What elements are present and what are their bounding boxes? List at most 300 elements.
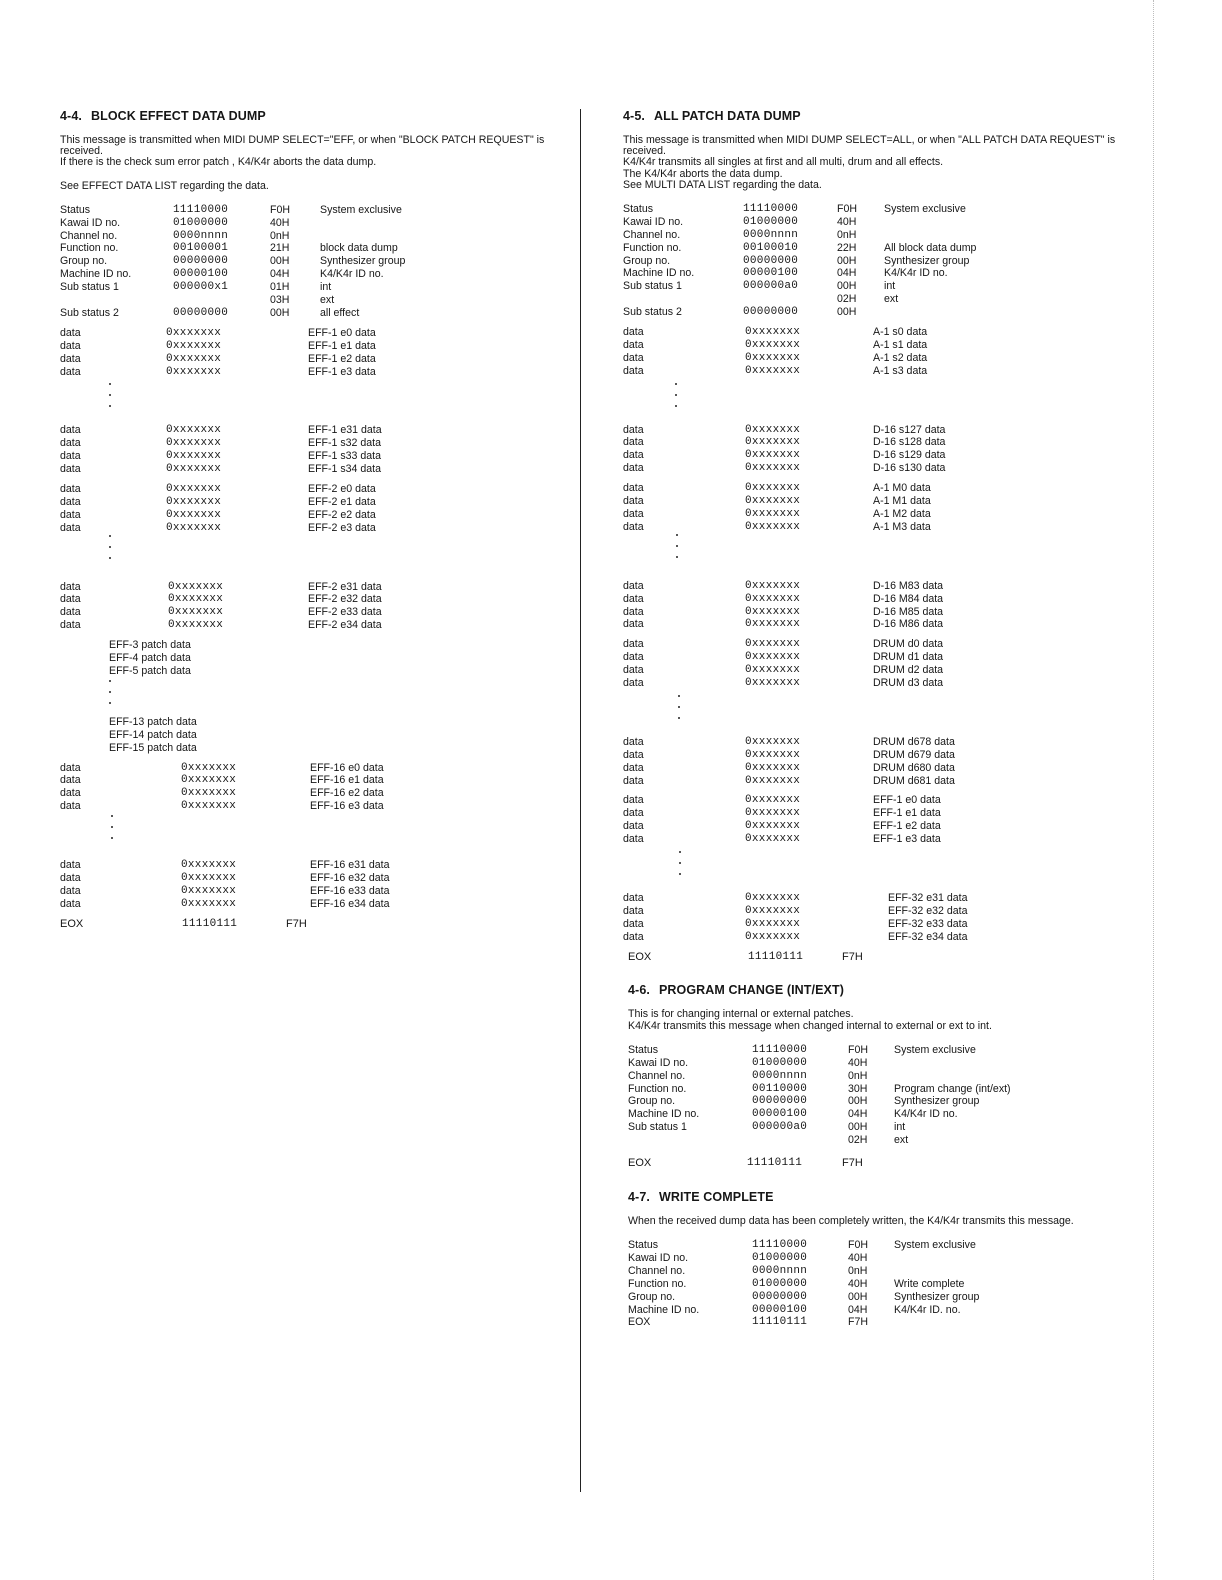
field-name: Kawai ID no. (628, 1251, 689, 1264)
field-name: data (623, 917, 644, 930)
description: Synthesizer group (894, 1095, 980, 1108)
binary-value: 0xxxxxxx (745, 605, 801, 618)
binary-value: 000000a0 (752, 1121, 808, 1134)
binary-value: 0xxxxxxx (745, 520, 801, 533)
table-row (60, 307, 560, 320)
patch-data-item: EFF-15 patch data (109, 741, 197, 754)
binary-value: 0xxxxxxx (745, 676, 801, 689)
field-name: data (60, 437, 81, 450)
hex-value: 40H (848, 1056, 868, 1069)
field-name: data (60, 606, 81, 619)
table-row (60, 217, 560, 230)
field-name: data (60, 521, 81, 534)
binary-value: 0xxxxxxx (745, 820, 801, 833)
data-row (60, 619, 560, 632)
data-row (623, 794, 1128, 807)
field-name: Channel no. (628, 1069, 686, 1082)
description: System exclusive (884, 203, 966, 216)
field-name: data (623, 338, 644, 351)
hex-value: 00H (837, 254, 857, 267)
description: Synthesizer group (884, 254, 970, 267)
binary-value: 0xxxxxxx (745, 482, 801, 495)
field-name: data (60, 897, 81, 910)
description: EFF-1 e2 data (308, 352, 376, 365)
field-name: Status (623, 203, 654, 216)
field-name: data (60, 326, 81, 339)
description: EFF-1 s34 data (308, 463, 382, 476)
intro-text: If there is the check sum error patch , K4/K4r aborts the data dump. (60, 156, 377, 169)
section-block-effect-data-dump (60, 109, 560, 931)
description: EFF-32 e32 data (888, 904, 968, 917)
description: EFF-1 e2 data (873, 820, 941, 833)
description: System exclusive (894, 1239, 976, 1252)
hex-value: 00H (848, 1121, 868, 1134)
patch-data-list (109, 716, 560, 755)
description: int (894, 1121, 906, 1134)
binary-value: 0xxxxxxx (745, 423, 801, 436)
data-row (623, 651, 1128, 664)
data-row (60, 859, 560, 872)
binary-value: 0xxxxxxx (181, 787, 237, 800)
hex-value: 00H (837, 306, 857, 319)
description: int (884, 280, 896, 293)
description: Synthesizer group (894, 1290, 980, 1303)
description: int (320, 281, 332, 294)
binary-value: 0xxxxxxx (745, 364, 801, 377)
description: EFF-16 e33 data (310, 884, 390, 897)
binary-value: 0xxxxxxx (166, 352, 222, 365)
field-name: Sub status 1 (623, 280, 682, 293)
binary-value: 0000nnnn (752, 1264, 808, 1277)
binary-value: 0xxxxxxx (745, 651, 801, 664)
data-row (623, 664, 1128, 677)
binary-value: 0xxxxxxx (168, 593, 224, 606)
intro-text: This message is transmitted when MIDI DUMP SELECT="EFF, or when "BLOCK PATCH REQUEST" is received. (60, 134, 545, 158)
description: D-16 M83 data (873, 579, 944, 592)
field-name: data (623, 774, 644, 787)
field-name: data (60, 593, 81, 606)
description: D-16 s128 data (873, 436, 946, 449)
data-row (623, 365, 1128, 378)
field-name: Channel no. (60, 229, 118, 242)
binary-value: 0xxxxxxx (745, 833, 801, 846)
eox-row: EOX 11110111 F7H (628, 1156, 863, 1169)
field-name: Group no. (623, 254, 671, 267)
data-row (623, 436, 1128, 449)
hex-value: 00H (270, 306, 290, 319)
table-row (628, 1291, 1128, 1304)
field-name: Kawai ID no. (623, 215, 684, 228)
table-row (60, 294, 560, 307)
field-name: data (623, 351, 644, 364)
data-row (60, 593, 560, 606)
field-name: data (60, 450, 81, 463)
data-row (60, 885, 560, 898)
field-name: data (623, 462, 644, 475)
description: EFF-16 e32 data (310, 871, 390, 884)
data-row (60, 787, 560, 800)
description: EFF-1 e3 data (308, 365, 376, 378)
section-heading: 4-4. BLOCK EFFECT DATA DUMP (60, 109, 266, 123)
data-group (60, 762, 560, 814)
table-row (628, 1070, 1128, 1083)
data-row (623, 833, 1128, 846)
hex-value: 40H (848, 1251, 868, 1264)
hex-value: 04H (848, 1108, 868, 1121)
description: EFF-16 e1 data (310, 774, 384, 787)
binary-value: 0xxxxxxx (166, 339, 222, 352)
data-row (60, 353, 560, 366)
field-name: data (60, 800, 81, 813)
description: D-16 s129 data (873, 449, 946, 462)
binary-value: 00110000 (752, 1082, 808, 1095)
description: EFF-32 e34 data (888, 930, 968, 943)
binary-value: 0xxxxxxx (181, 897, 237, 910)
binary-value: 0xxxxxxx (181, 774, 237, 787)
description: System exclusive (894, 1043, 976, 1056)
description: EFF-2 e34 data (308, 619, 382, 632)
field-name: Sub status 1 (60, 281, 119, 294)
ellipsis-dots (60, 678, 560, 716)
description: K4/K4r ID. no. (894, 1303, 961, 1316)
description: All block data dump (884, 241, 977, 254)
binary-value: 0xxxxxxx (166, 437, 222, 450)
field-name: data (60, 619, 81, 632)
data-row (623, 462, 1128, 475)
description: A-1 s2 data (873, 351, 928, 364)
hex-value: 40H (837, 215, 857, 228)
section-heading: 4-7. WRITE COMPLETE (628, 1189, 774, 1204)
table-row (628, 1121, 1128, 1134)
binary-value: 0xxxxxxx (745, 774, 801, 787)
data-row (623, 424, 1128, 437)
data-group (623, 638, 1128, 690)
binary-value: 01000000 (173, 216, 229, 229)
ellipsis-dots (623, 534, 1128, 580)
field-name: data (623, 449, 644, 462)
intro-text: This is for changing internal or external patches. (628, 1008, 854, 1021)
field-name: data (623, 930, 644, 943)
field-name: data (623, 423, 644, 436)
description: ext (884, 293, 899, 306)
description: EFF-2 e2 data (308, 508, 376, 521)
data-row (60, 340, 560, 353)
field-name: data (623, 579, 644, 592)
table-row (60, 230, 560, 243)
table-row (623, 242, 1128, 255)
data-row (60, 509, 560, 522)
description: Synthesizer group (320, 255, 406, 268)
binary-value: 0xxxxxxx (181, 761, 237, 774)
table-row (60, 255, 560, 268)
description: EFF-16 e3 data (310, 800, 384, 813)
description: D-16 s130 data (873, 462, 946, 475)
description: DRUM d3 data (873, 676, 944, 689)
field-name: data (623, 364, 644, 377)
binary-value: 0xxxxxxx (745, 592, 801, 605)
hex-value: 04H (270, 268, 290, 281)
data-group (623, 892, 1128, 944)
patch-data-item: EFF-13 patch data (109, 715, 197, 728)
data-row (623, 762, 1128, 775)
data-row (60, 483, 560, 496)
binary-value: 0000nnnn (752, 1069, 808, 1082)
hex-value: 40H (270, 216, 290, 229)
field-name: data (623, 807, 644, 820)
binary-value: 0xxxxxxx (168, 619, 224, 632)
binary-value: 0xxxxxxx (745, 807, 801, 820)
binary-value: 0xxxxxxx (745, 436, 801, 449)
data-group (623, 736, 1128, 788)
binary-value: 0xxxxxxx (745, 507, 801, 520)
hex-value: 0nH (848, 1069, 868, 1082)
hex-value: 02H (837, 293, 857, 306)
data-row (623, 606, 1128, 619)
field-name: data (60, 482, 81, 495)
section-write-complete (628, 1190, 1128, 1329)
binary-value: 00100001 (173, 242, 229, 255)
patch-data-item: EFF-3 patch data (109, 639, 191, 652)
data-group (623, 424, 1128, 476)
description: System exclusive (320, 203, 402, 216)
data-row (623, 580, 1128, 593)
binary-value: 0xxxxxxx (745, 338, 801, 351)
data-row (623, 931, 1128, 944)
description: EFF-1 e0 data (873, 794, 941, 807)
data-group (623, 482, 1128, 534)
description: EFF-1 s32 data (308, 437, 382, 450)
binary-value: 00000100 (752, 1108, 808, 1121)
field-name: Channel no. (628, 1264, 686, 1277)
binary-value: 01000000 (743, 215, 799, 228)
table-row (628, 1278, 1128, 1291)
hex-value: 22H (837, 241, 857, 254)
data-row (60, 581, 560, 594)
intro-text: K4/K4r transmits this message when changed internal to external or ext to int. (628, 1019, 992, 1032)
binary-value: 00000000 (752, 1290, 808, 1303)
description: DRUM d678 data (873, 735, 955, 748)
description: EFF-2 e0 data (308, 482, 376, 495)
data-group (60, 327, 560, 379)
field-name: data (623, 891, 644, 904)
hex-value: 02H (848, 1134, 868, 1147)
data-row (60, 774, 560, 787)
data-group (60, 581, 560, 633)
data-row (623, 905, 1128, 918)
description: A-1 s3 data (873, 364, 928, 377)
hex-value: 30H (848, 1082, 868, 1095)
field-name: data (60, 424, 81, 437)
binary-value: 0xxxxxxx (745, 495, 801, 508)
hex-value: F0H (837, 203, 858, 216)
binary-value: 0xxxxxxx (166, 463, 222, 476)
field-name: Machine ID no. (628, 1108, 700, 1121)
table-row (628, 1239, 1128, 1252)
table-row (623, 306, 1128, 319)
data-row (623, 352, 1128, 365)
table-row (628, 1108, 1128, 1121)
field-name: data (623, 592, 644, 605)
field-name: data (623, 605, 644, 618)
binary-value: 0xxxxxxx (181, 884, 237, 897)
table-row (623, 229, 1128, 242)
description: A-1 s1 data (873, 338, 928, 351)
table-row (628, 1265, 1128, 1278)
description: EFF-2 e1 data (308, 495, 376, 508)
hex-value: 00H (270, 255, 290, 268)
data-row (60, 450, 560, 463)
binary-value: 0xxxxxxx (745, 794, 801, 807)
data-row (60, 496, 560, 509)
hex-value: F0H (848, 1043, 869, 1056)
description: block data dump (320, 242, 398, 255)
data-row (623, 326, 1128, 339)
field-name: Status (60, 203, 91, 216)
patch-data-item: EFF-14 patch data (109, 728, 197, 741)
binary-value: 0xxxxxxx (166, 450, 222, 463)
ellipsis-dots (60, 378, 560, 424)
binary-value: 0xxxxxxx (745, 748, 801, 761)
data-row (60, 606, 560, 619)
field-name: Machine ID no. (623, 267, 695, 280)
field-name: data (60, 774, 81, 787)
table-row (60, 281, 560, 294)
field-name: Status (628, 1239, 659, 1252)
data-row (60, 366, 560, 379)
field-name: data (623, 833, 644, 846)
hex-value: 0nH (270, 229, 290, 242)
table-row (628, 1316, 1128, 1329)
description: A-1 M3 data (873, 520, 931, 533)
description: D-16 M86 data (873, 618, 944, 631)
binary-value: 00000000 (743, 254, 799, 267)
data-row (623, 618, 1128, 631)
data-group (60, 483, 560, 535)
hex-value: 40H (848, 1277, 868, 1290)
field-name: data (623, 664, 644, 677)
binary-value: 0xxxxxxx (168, 606, 224, 619)
data-row (623, 918, 1128, 931)
binary-value: 0xxxxxxx (745, 930, 801, 943)
field-name: data (623, 482, 644, 495)
binary-value: 000000x1 (173, 281, 229, 294)
data-group (623, 794, 1128, 846)
binary-value: 01000000 (752, 1056, 808, 1069)
field-name: data (60, 352, 81, 365)
field-name: Group no. (628, 1290, 676, 1303)
description: K4/K4r ID no. (884, 267, 948, 280)
data-group (60, 424, 560, 476)
field-name: data (623, 651, 644, 664)
table-row (60, 242, 560, 255)
binary-value: 0xxxxxxx (745, 904, 801, 917)
binary-value: 0xxxxxxx (745, 326, 801, 339)
description: EFF-2 e31 data (308, 580, 382, 593)
data-row (623, 482, 1128, 495)
field-name: Machine ID no. (60, 268, 132, 281)
binary-value: 00000100 (743, 267, 799, 280)
message-header-table (60, 204, 560, 320)
field-name: data (623, 326, 644, 339)
description: EFF-1 e0 data (308, 326, 376, 339)
data-row (623, 638, 1128, 651)
binary-value: 01000000 (752, 1251, 808, 1264)
data-group (60, 859, 560, 911)
eox-row: EOX 11110111 F7H (60, 917, 307, 930)
field-name: data (60, 365, 81, 378)
data-group (623, 580, 1128, 632)
message-table (628, 1239, 1128, 1329)
description: D-16 M85 data (873, 605, 944, 618)
field-name: Kawai ID no. (628, 1056, 689, 1069)
hex-value: 21H (270, 242, 290, 255)
binary-value: 0xxxxxxx (745, 638, 801, 651)
binary-value: 00000000 (743, 306, 799, 319)
ellipsis-dots (623, 378, 1128, 424)
binary-value: 0xxxxxxx (166, 495, 222, 508)
field-name: Sub status 2 (623, 306, 682, 319)
field-name: data (623, 748, 644, 761)
field-name: Machine ID no. (628, 1303, 700, 1316)
field-name: data (623, 638, 644, 651)
binary-value: 0xxxxxxx (745, 618, 801, 631)
field-name: Kawai ID no. (60, 216, 121, 229)
description: EFF-1 e31 data (308, 424, 382, 437)
table-row (628, 1044, 1128, 1057)
hex-value: 0nH (848, 1264, 868, 1277)
description: EFF-2 e33 data (308, 606, 382, 619)
field-name: data (60, 859, 81, 872)
binary-value: 01000000 (752, 1277, 808, 1290)
description: A-1 M0 data (873, 482, 931, 495)
data-row (60, 437, 560, 450)
data-row (623, 521, 1128, 534)
data-row (60, 522, 560, 535)
hex-value: 03H (270, 294, 290, 307)
hex-value: F0H (848, 1239, 869, 1252)
hex-value: 0nH (837, 228, 857, 241)
section-heading: 4-5. ALL PATCH DATA DUMP (623, 109, 801, 123)
field-name: Group no. (60, 255, 108, 268)
field-name: data (60, 787, 81, 800)
binary-value: 0xxxxxxx (181, 800, 237, 813)
description: DRUM d680 data (873, 761, 955, 774)
see-reference: See EFFECT DATA LIST regarding the data. (60, 179, 269, 192)
field-name: data (623, 820, 644, 833)
binary-value: 11110000 (173, 203, 229, 216)
ellipsis-dots (623, 846, 1128, 892)
table-row (628, 1057, 1128, 1070)
binary-value: 00100010 (743, 241, 799, 254)
data-row (623, 892, 1128, 905)
data-row (623, 736, 1128, 749)
data-row (623, 495, 1128, 508)
description: Program change (int/ext) (894, 1082, 1011, 1095)
section-program-change (628, 983, 1128, 1169)
description: EFF-16 e31 data (310, 859, 390, 872)
section-heading: 4-6. PROGRAM CHANGE (INT/EXT) (628, 983, 844, 998)
binary-value: 11110000 (752, 1239, 808, 1252)
data-row (623, 820, 1128, 833)
data-row (623, 508, 1128, 521)
message-header-table (623, 203, 1128, 319)
table-row (623, 267, 1128, 280)
binary-value: 00000000 (173, 255, 229, 268)
data-row (60, 463, 560, 476)
hex-value: F7H (848, 1316, 869, 1329)
binary-value: 0xxxxxxx (166, 508, 222, 521)
description: DRUM d679 data (873, 748, 955, 761)
